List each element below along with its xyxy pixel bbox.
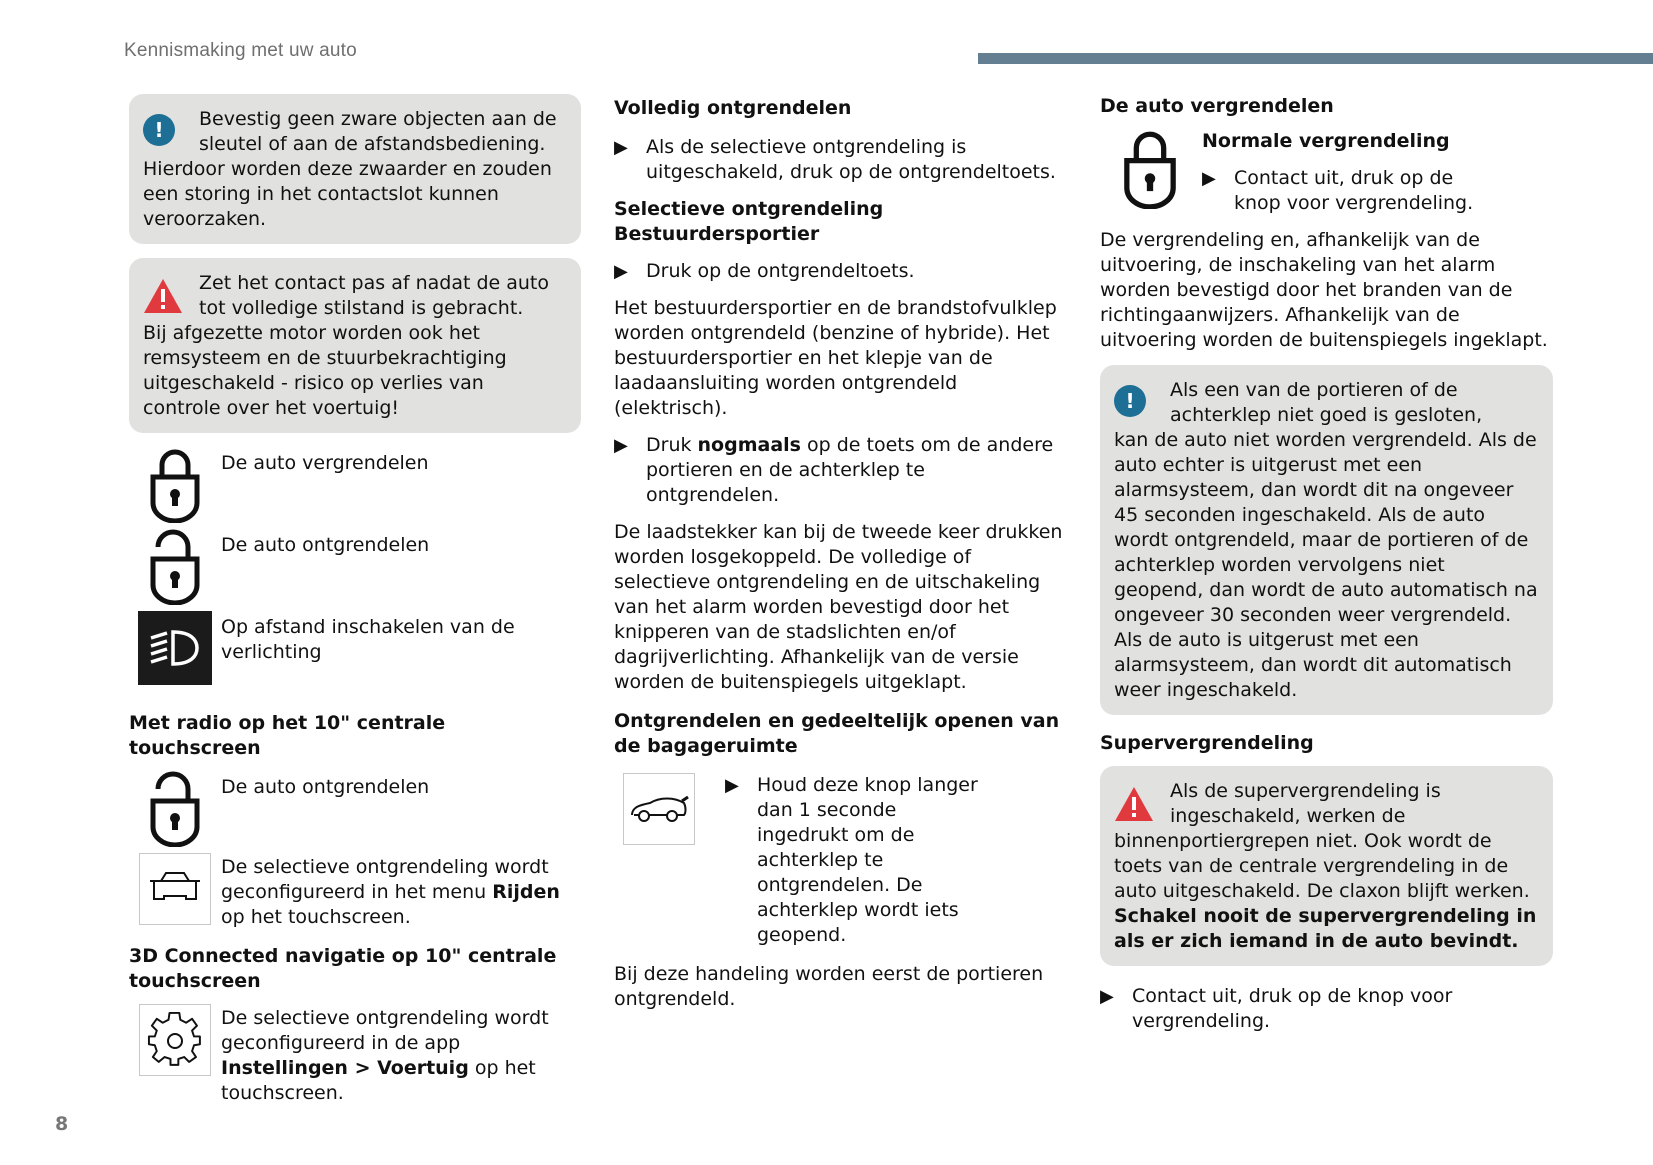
- superlock-bullet: ▶ Contact uit, druk op de knop voor vergrendeling.: [1100, 985, 1453, 1032]
- warning-icon: [1114, 786, 1154, 829]
- nav-heading: 3D Connected navigatie op 10" centrale touchscreen: [129, 945, 557, 992]
- gear-icon: [139, 1004, 211, 1076]
- full-unlock-bullet: ▶ Als de selectieve ontgrendeling is uitgeschakeld, druk op de ontgrendeltoets.: [614, 136, 1056, 183]
- warning-superlock-bold: Schakel nooit de supervergrendeling in als er zich iemand in de auto bevindt.: [1114, 905, 1537, 952]
- nav-settings-row: [129, 1004, 581, 1106]
- again-bullet: ▶ Druk nogmaals op de toets om de andere portieren en de achterklep te ontgrendelen.: [614, 434, 1054, 506]
- normal-lock-bullet: ▶ Contact uit, druk op de knop voor vergrendeling.: [1202, 167, 1474, 214]
- plug-paragraph: De laadstekker kan bij de tweede keer drukken worden losgekoppeld. De volledige of selectieve ontgrendeling en de uitschakeling van het alarm worden bevestigd door het knipperen van de stadslichten en/of dagrijverlichting. Afhankelijk van de versie worden de buitenspiegels uitgeklapt.: [614, 521, 1063, 693]
- boot-bullet: ▶ Houd deze knop langer dan 1 seconde ingedrukt om de achterklep te ontgrendelen. De achterklep wordt iets geopend.: [725, 774, 978, 946]
- unlock-label: De auto ontgrendelen: [221, 534, 430, 556]
- boot-row: [614, 773, 1064, 948]
- column-left: [129, 94, 581, 1106]
- lock-open-icon: [129, 529, 221, 605]
- lock-closed-icon: [129, 447, 221, 523]
- superlock-heading: Supervergrendeling: [1100, 732, 1314, 754]
- info-note-doors-lead: Als een van de portieren of de achterklep niet goed is gesloten,: [1170, 379, 1483, 426]
- lights-label: Op afstand inschakelen van de verlichting: [221, 616, 515, 663]
- boot-heading: Ontgrendelen en gedeeltelijk openen van de bagageruimte: [614, 710, 1060, 757]
- bullet-arrow-icon: ▶: [614, 435, 628, 456]
- car-tailgate-icon: [623, 773, 695, 845]
- key-lock-row: [129, 447, 581, 529]
- info-icon: !: [1114, 385, 1146, 417]
- radio-unlock-row: [129, 771, 581, 853]
- info-note-text: Hierdoor worden deze zwaarder en zouden een storing in het contactslot kunnen veroorzaken.: [143, 158, 552, 230]
- section-title: Kennismaking met uw auto: [124, 40, 357, 61]
- bullet-arrow-icon: ▶: [1202, 168, 1216, 189]
- nav-settings-text: De selectieve ontgrendeling wordt geconfigureerd in de app Instellingen > Voertuig op het touchscreen.: [221, 1007, 549, 1104]
- info-note-doors-text: kan de auto niet worden vergrendeld. Als de auto echter is uitgerust met een alarmsysteem, dan wordt dit na ongeveer 45 seconden ingeschakeld. Als de auto wordt ontgrendeld, maar de portieren of de achterklep worden vervolgens niet geopend, dan wordt de auto automatisch na ongeveer 30 seconden weer vergrendeld. Als de auto is uitgerust met een alarmsysteem, dan wordt dit automatisch weer ingeschakeld.: [1114, 429, 1538, 701]
- radio-heading: Met radio op het 10" centrale touchscreen: [129, 712, 446, 759]
- warning-superlock-text: binnenportiergrepen niet. Ook wordt de toets van de centrale vergrendeling in de auto uitgeschakeld. De claxon blijft werken.: [1114, 830, 1530, 902]
- warning-superlock-lead: Als de supervergrendeling is ingeschakeld, werken de: [1170, 780, 1441, 827]
- radio-unlock-label: De auto ontgrendelen: [221, 776, 430, 798]
- bullet-arrow-icon: ▶: [1100, 986, 1114, 1007]
- selective-bullet: ▶ Druk op de ontgrendeltoets.: [614, 260, 915, 282]
- car-front-icon: [139, 853, 211, 925]
- info-note-lead: Bevestig geen zware objecten aan de sleutel of aan de afstandsbediening.: [199, 108, 557, 155]
- driver-door-paragraph: Het bestuurdersportier en de brandstofvulklep worden ontgrendeld (benzine of hybride). Het bestuurdersportier en het klepje van de laadaansluiting worden ontgrendeld (elektrisch).: [614, 297, 1057, 419]
- full-unlock-heading: Volledig ontgrendelen: [614, 97, 852, 119]
- warning-note-superlock: [1100, 766, 1553, 966]
- headlight-icon: [138, 611, 212, 685]
- lock-open-icon: [129, 771, 221, 847]
- selective-heading: Selectieve ontgrendeling Bestuurdersportier: [614, 198, 884, 245]
- page-number: 8: [55, 1113, 69, 1135]
- bullet-arrow-icon: ▶: [614, 261, 628, 282]
- lock-heading: De auto vergrendelen: [1100, 95, 1334, 117]
- info-icon: !: [143, 114, 175, 146]
- lock-paragraph: De vergrendeling en, afhankelijk van de uitvoering, de inschakeling van het alarm worden bevestigd door het branden van de richtingaanwijzers. Afhankelijk van de uitvoering worden de buitenspiegels ingeklapt.: [1100, 229, 1548, 351]
- warning-note-text: Bij afgezette motor worden ook het remsysteem en de stuurbekrachtiging uitgeschakeld - risico op verlies van controle over het voertuig!: [143, 322, 507, 419]
- radio-car-row: [129, 853, 581, 930]
- bullet-arrow-icon: ▶: [725, 775, 739, 796]
- lock-label: De auto vergrendelen: [221, 452, 429, 474]
- header-accent-bar: [978, 53, 1653, 64]
- info-note-doors: [1100, 365, 1553, 715]
- warning-note-lead: Zet het contact pas af nadat de auto tot volledige stilstand is gebracht.: [199, 272, 549, 319]
- normal-lock-row: [1100, 129, 1553, 216]
- normal-lock-heading: Normale vergrendeling: [1202, 130, 1450, 152]
- column-middle: [614, 94, 1064, 1024]
- info-note: [129, 94, 581, 244]
- lock-closed-icon: [1100, 129, 1202, 216]
- warning-note: [129, 258, 581, 433]
- key-lights-row: [129, 611, 581, 699]
- bullet-arrow-icon: ▶: [614, 137, 628, 158]
- warning-icon: [143, 278, 183, 321]
- key-unlock-row: [129, 529, 581, 611]
- boot-paragraph: Bij deze handeling worden eerst de portieren ontgrendeld.: [614, 963, 1044, 1010]
- radio-car-text: De selectieve ontgrendeling wordt geconfigureerd in het menu Rijden op het touchscreen.: [221, 856, 560, 928]
- column-right: [1100, 94, 1553, 1046]
